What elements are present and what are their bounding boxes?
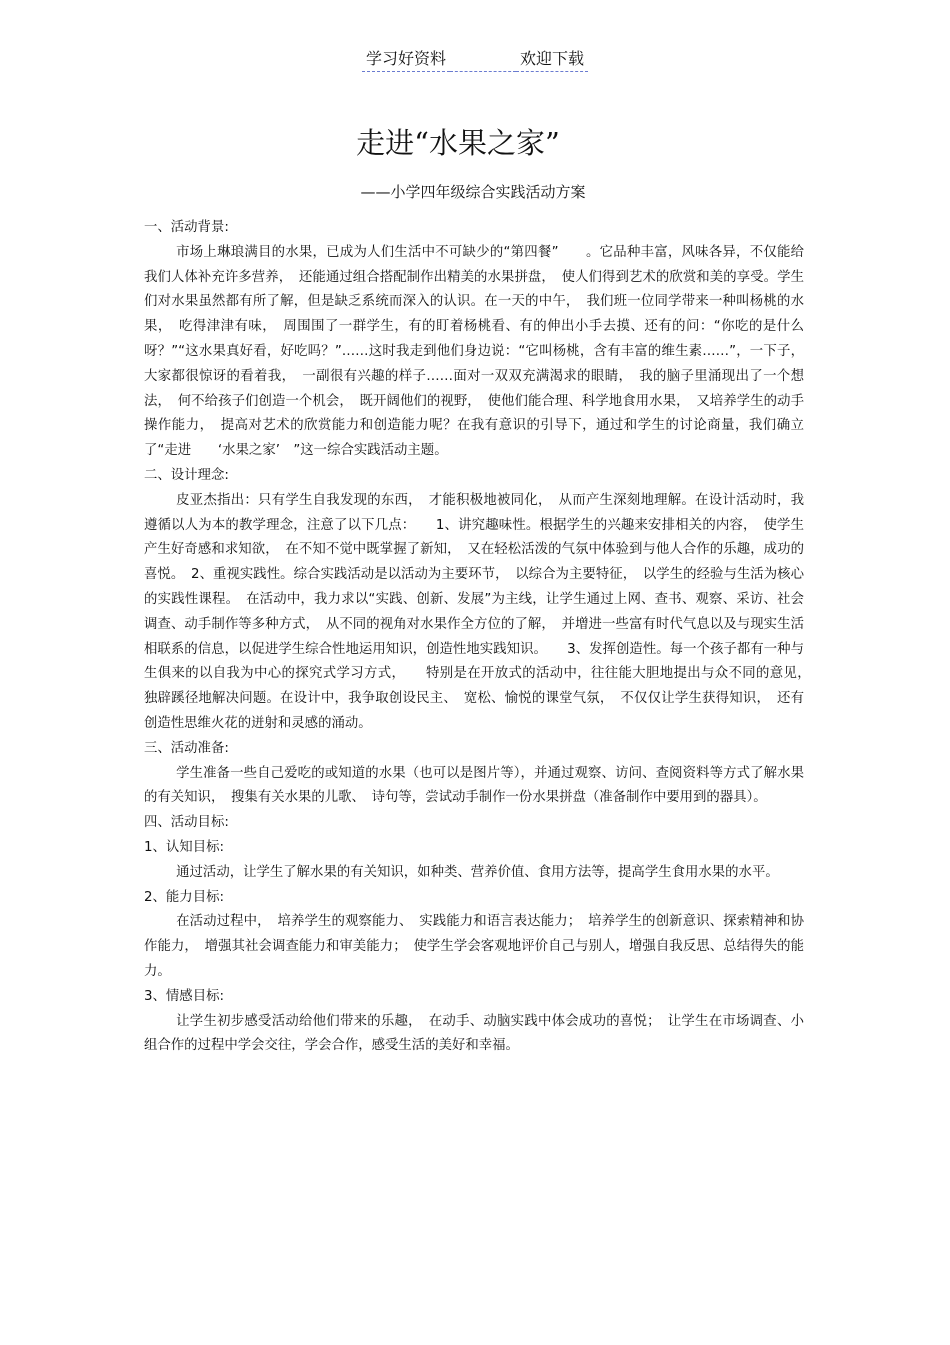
paragraph-emotion-goal: 让学生初步感受活动给他们带来的乐趣， 在动手、动脑实践中体会成功的喜悦； 让学生在市场调查、小组合作的过程中学会交往，学会合作，感受生活的美好和幸福。: [144, 1013, 804, 1054]
subheading-ability-goal: 2、能力目标:: [144, 889, 224, 905]
section-heading-preparation: 三、活动准备:: [144, 740, 229, 756]
page-header: [0, 48, 950, 72]
paragraph-background: 市场上琳琅满目的水果，已成为人们生活中不可缺少的“第四餐” 。它品种丰富，风味各异，不仅能给我们人体补充许多营养， 还能通过组合搭配制作出精美的水果拼盘， 使人们得到艺术的欣赏和美的享受。学生们对水果虽然都有所了解，但是缺乏系统而深入的认识。在一天的中午， 我们班一位同学带来一种叫杨桃的水果， 吃得津津有味， 周围围了一群学生，有的盯着杨桃看、有的伸出小手去摸、还有的问：“你吃的是什么呀？”“这水果真好看，好吃吗？”……这时我走到他们身边说：“它叫杨桃，含有丰富的维生素……”，一下子，大家都很惊讶的看着我， 一副很有兴趣的样子……面对一双双充满渴求的眼睛， 我的脑子里涌现出了一个想法， 何不给孩子们创造一个机会， 既开阔他们的视野， 使他们能合理、科学地食用水果， 又培养学生的动手操作能力， 提高对艺术的欣赏能力和创造能力呢？在我有意识的引导下，通过和学生的讨论商量，我们确立了“走进 ‘水果之家’ ”这一综合实践活动主题。: [144, 244, 804, 459]
document-title: 走进“水果之家”: [356, 126, 560, 160]
paragraph-preparation: 学生准备一些自己爱吃的或知道的水果（也可以是图片等），并通过观察、访问、查阅资料等方式了解水果的有关知识， 搜集有关水果的儿歌、 诗句等，尝试动手制作一份水果拼盘（准备制作中要用到的器具）。: [144, 765, 804, 806]
section-heading-goals: 四、活动目标:: [144, 815, 229, 831]
subheading-emotion-goal: 3、情感目标:: [144, 988, 224, 1004]
section-heading-design: 二、设计理念:: [144, 467, 229, 483]
document-subtitle: ——小学四年级综合实践活动方案: [360, 183, 586, 201]
paragraph-ability-goal: 在活动过程中， 培养学生的观察能力、 实践能力和语言表达能力； 培养学生的创新意识、探索精神和协作能力， 增强其社会调查能力和审美能力； 使学生学会客观地评价自己与别人，增强自我反思、总结得失的能力。: [144, 914, 804, 979]
header-underline-gap: [450, 50, 516, 72]
header-right-text: 欢迎下载: [516, 48, 588, 72]
document-body: [144, 216, 818, 1059]
paragraph-cognitive-goal: 通过活动，让学生了解水果的有关知识，如种类、营养价值、食用方法等，提高学生食用水果的水平。: [176, 864, 779, 880]
paragraph-design: 皮亚杰指出：只有学生自我发现的东西， 才能积极地被同化， 从而产生深刻地理解。在设计活动时，我遵循以人为本的教学理念，注意了以下几点： 1、讲究趣味性。根据学生的兴趣来安排相关的内容， 使学生产生好奇感和求知欲， 在不知不觉中既掌握了新知， 又在轻松活泼的气氛中体验到与他人合作的乐趣，成功的喜悦。 2、重视实践性。综合实践活动是以活动为主要环节， 以综合为主要特征， 以学生的经验与生活为核心的实践性课程。 在活动中，我力求以“实践、创新、发展”为主线，让学生通过上网、查书、观察、采访、社会调查、动手制作等多种方式， 从不同的视角对水果作全方位的了解， 并增进一些富有时代气息以及与现实生活相联系的信息，以促进学生综合性地运用知识，创造性地实践知识。 3、发挥创造性。每一个孩子都有一种与生俱来的以自我为中心的探究式学习方式， 特别是在开放式的活动中，往往能大胆地提出与众不同的意见， 独辟蹊径地解决问题。在设计中，我争取创设民主、 宽松、愉悦的课堂气氛， 不仅仅让学生获得知识， 还有创造性思维火花的迸射和灵感的涌动。: [144, 492, 818, 731]
subheading-cognitive-goal: 1、认知目标:: [144, 839, 224, 855]
header-left-text: 学习好资料: [362, 48, 450, 72]
section-heading-background: 一、活动背景:: [144, 220, 229, 235]
